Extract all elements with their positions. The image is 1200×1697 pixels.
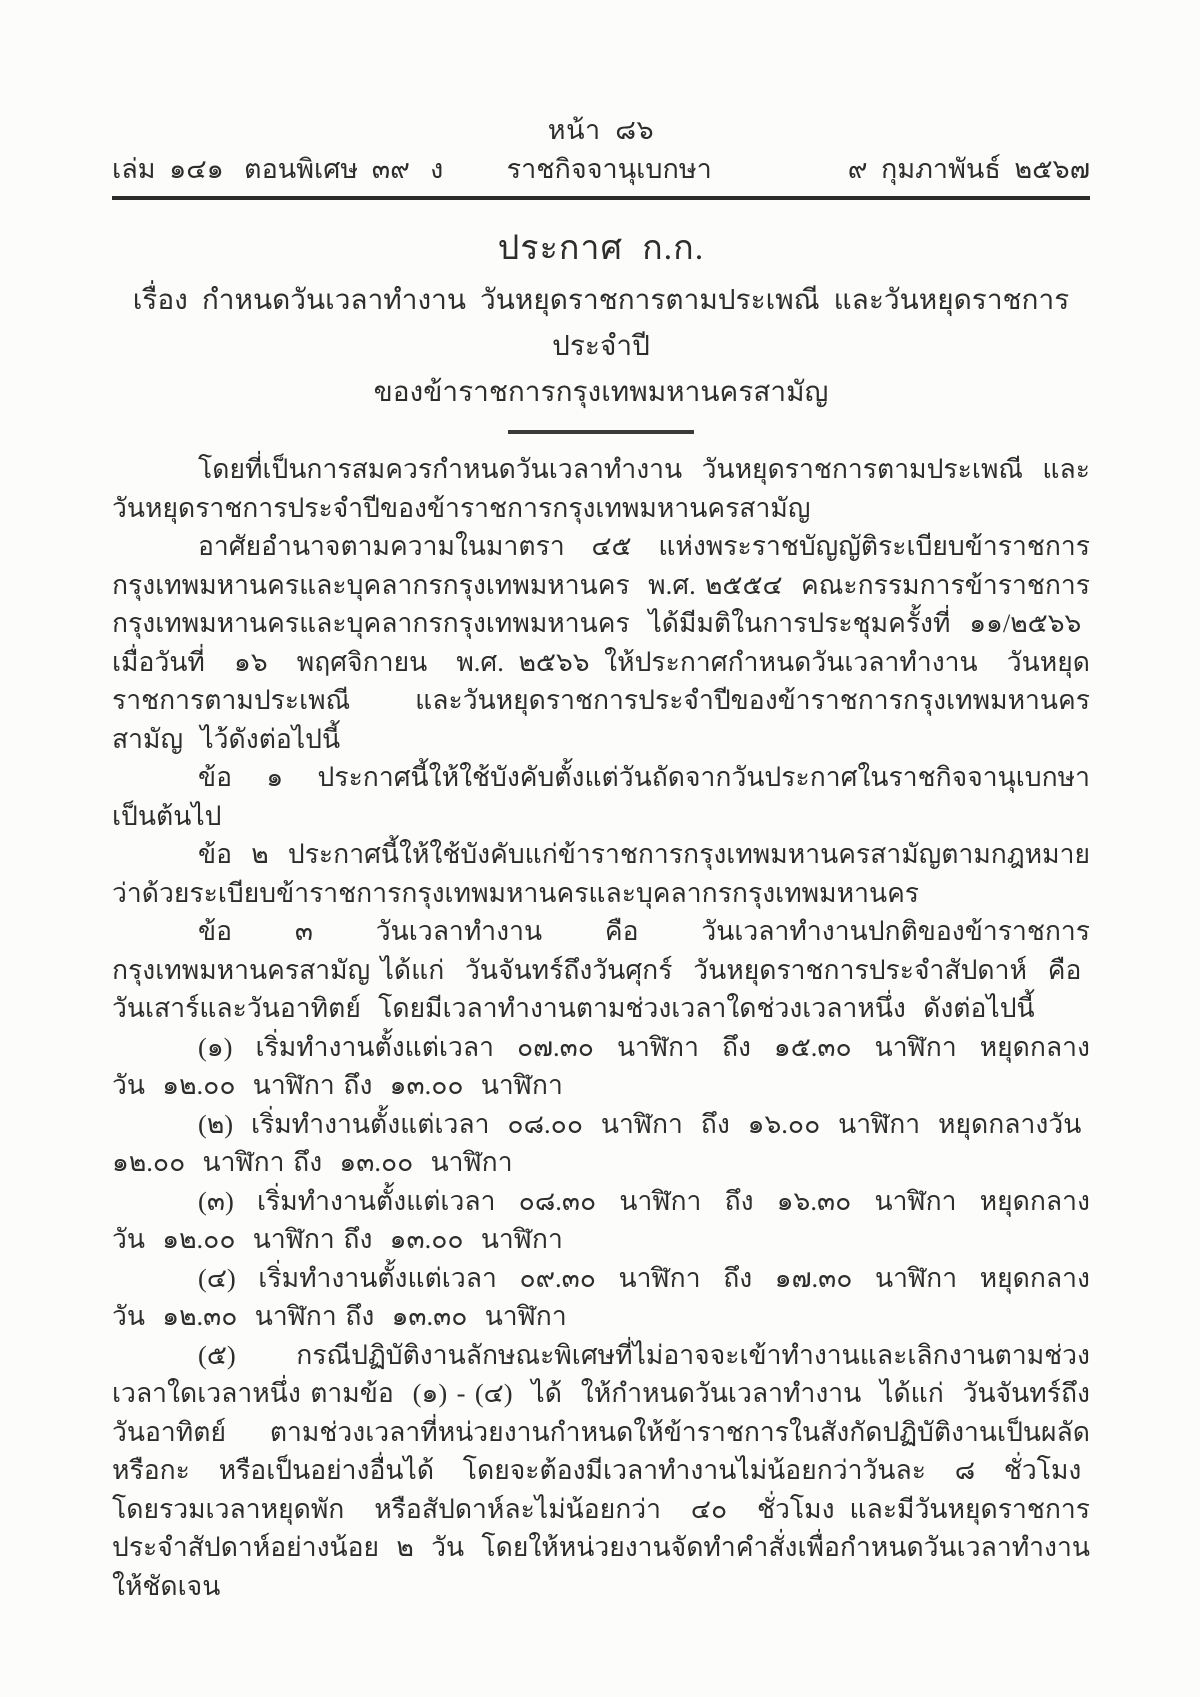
paragraph-clause-1: ข้อ ๑ ประกาศนี้ให้ใช้บังคับตั้งแต่วันถัดจากวันประกาศในราชกิจจานุเบกษาเป็นต้นไป (112, 762, 1090, 831)
paragraph-clause-3-item-3: (๓) เริ่มทำงานตั้งแต่เวลา ๐๘.๓๐ นาฬิกา ถึง ๑๖.๓๐ นาฬิกา หยุดกลางวัน ๑๒.๐๐ นาฬิกา ถึง ๑๓.๐๐ นาฬิกา (112, 1185, 1090, 1254)
paragraph-authority: อาศัยอำนาจตามความในมาตรา ๔๕ แห่งพระราชบัญญัติระเบียบข้าราชการกรุงเทพมหานครและบุคลากรกรุงเทพมหานคร พ.ศ. ๒๕๕๔ คณะกรรมการข้าราชการกรุงเทพมหานครและบุคลากรกรุงเทพมหานคร ได้มีมติในการประชุมครั้งที่ ๑๑/๒๕๖๖ เมื่อวันที่ ๑๖ พฤศจิกายน พ.ศ. ๒๕๖๖ ให้ประกาศกำหนดวันเวลาทำงาน วันหยุดราชการตามประเพณี และวันหยุดราชการประจำปีของข้าราชการกรุงเทพมหานครสามัญ ไว้ดังต่อไปนี้ (112, 531, 1090, 754)
volume-issue-label: เล่ม ๑๔๑ ตอนพิเศษ ๓๙ ง (112, 154, 444, 184)
document-subject (112, 278, 1090, 416)
paragraph-clause-3-item-1: (๑) เริ่มทำงานตั้งแต่เวลา ๐๗.๓๐ นาฬิกา ถึง ๑๕.๓๐ นาฬิกา หยุดกลางวัน ๑๒.๐๐ นาฬิกา ถึง ๑๓.๐๐ นาฬิกา (112, 1031, 1090, 1100)
subject-line-2: ของข้าราชการกรุงเทพมหานครสามัญ (373, 377, 829, 408)
gazette-name-label: ราชกิจจานุเบกษา (506, 154, 712, 184)
paragraph-clause-3: ข้อ ๓ วันเวลาทำงาน คือ วันเวลาทำงานปกติของข้าราชการกรุงเทพมหานครสามัญ ได้แก่ วันจันทร์ถึงวันศุกร์ วันหยุดราชการประจำสัปดาห์ คือ วันเสาร์และวันอาทิตย์ โดยมีเวลาทำงานตามช่วงเวลาใดช่วงเวลาหนึ่ง ดังต่อไปนี้ (112, 916, 1090, 1023)
title-divider (508, 430, 694, 434)
paragraph-clause-3-item-5: (๕) กรณีปฏิบัติงานลักษณะพิเศษที่ไม่อาจจะเข้าทำงานและเลิกงานตามช่วงเวลาใดเวลาหนึ่ง ตามข้อ (๑) - (๔) ได้ ให้กำหนดวันเวลาทำงาน ได้แก่ วันจันทร์ถึงวันอาทิตย์ ตามช่วงเวลาที่หน่วยงานกำหนดให้ข้าราชการในสังกัดปฏิบัติงานเป็นผลัดหรือกะ หรือเป็นอย่างอื่นได้ โดยจะต้องมีเวลาทำงานไม่น้อยกว่าวันละ ๘ ชั่วโมง โดยรวมเวลาหยุดพัก หรือสัปดาห์ละไม่น้อยกว่า ๔๐ ชั่วโมง และมีวันหยุดราชการประจำสัปดาห์อย่างน้อย ๒ วัน โดยให้หน่วยงานจัดทำคำสั่งเพื่อกำหนดวันเวลาทำงานให้ชัดเจน (112, 1339, 1090, 1601)
page-header (112, 112, 1090, 200)
publication-date-label: ๙ กุมภาพันธ์ ๒๕๖๗ (847, 154, 1090, 184)
paragraph-clause-3-item-4: (๔) เริ่มทำงานตั้งแต่เวลา ๐๙.๓๐ นาฬิกา ถึง ๑๗.๓๐ นาฬิกา หยุดกลางวัน ๑๒.๓๐ นาฬิกา ถึง ๑๓.๓๐ นาฬิกา (112, 1262, 1090, 1331)
paragraph-clause-3-item-2: (๒) เริ่มทำงานตั้งแต่เวลา ๐๘.๐๐ นาฬิกา ถึง ๑๖.๐๐ นาฬิกา หยุดกลางวัน ๑๒.๐๐ นาฬิกา ถึง ๑๓.๐๐ นาฬิกา (112, 1108, 1090, 1177)
paragraph-clause-2: ข้อ ๒ ประกาศนี้ให้ใช้บังคับแก่ข้าราชการกรุงเทพมหานครสามัญตามกฎหมายว่าด้วยระเบียบข้าราชการกรุงเทพมหานครและบุคลากรกรุงเทพมหานคร (112, 839, 1090, 908)
page-number-label: หน้า ๘๖ (547, 115, 655, 145)
document-content (112, 226, 1090, 1605)
paragraph-preamble: โดยที่เป็นการสมควรกำหนดวันเวลาทำงาน วันหยุดราชการตามประเพณี และวันหยุดราชการประจำปีของข้าราชการกรุงเทพมหานครสามัญ (112, 454, 1090, 523)
page-title: ประกาศ ก.ก. (497, 230, 705, 267)
gazette-header-row (112, 150, 1090, 200)
subject-line-1: เรื่อง กำหนดวันเวลาทำงาน วันหยุดราชการตามประเพณี และวันหยุดราชการประจำปี (132, 285, 1070, 362)
document-body (112, 450, 1090, 1605)
